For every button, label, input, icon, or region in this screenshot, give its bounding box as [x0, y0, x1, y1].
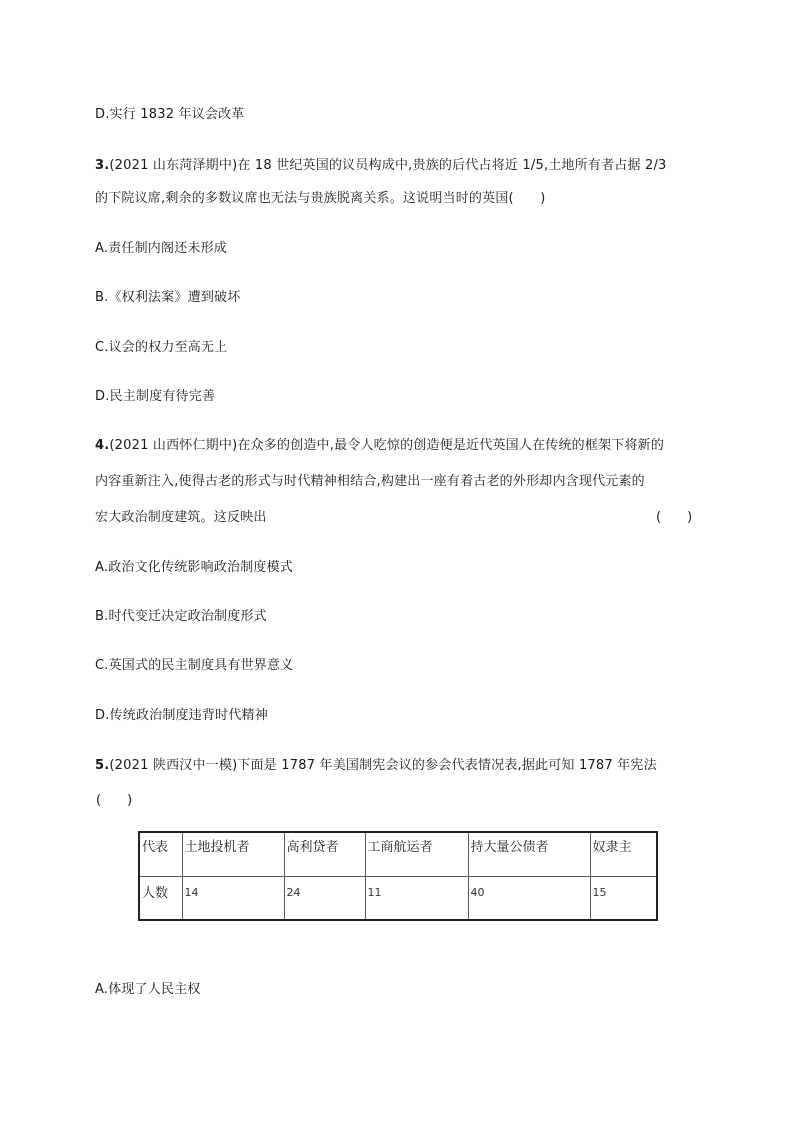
q5-option-a: A.体现了人民主权 — [95, 982, 201, 997]
table-header-cell: 代表 — [139, 832, 182, 876]
q2-option-d: D.实行 1832 年议会改革 — [95, 107, 245, 122]
table-header-cell: 工商航运者 — [365, 832, 468, 876]
table-header-cell: 持大量公债者 — [468, 832, 590, 876]
q3-option-a: A.责任制内阁还未形成 — [95, 241, 227, 256]
table-row-label: 人数 — [139, 876, 182, 920]
table-header-cell: 土地投机者 — [182, 832, 284, 876]
table-row — [139, 876, 657, 920]
table-header-row — [139, 832, 657, 876]
table-header-cell: 奴隶主 — [590, 832, 657, 876]
q3-option-c: C.议会的权力至高无上 — [95, 340, 228, 355]
question-number: 4. — [95, 438, 110, 453]
table-cell: 15 — [590, 876, 657, 920]
question-text: (2021 陕西汉中一模)下面是 1787 年美国制宪会议的参会代表情况表,据此可知 1787 年宪法 — [109, 758, 657, 773]
question-4-stem-line2: 内容重新注入,使得古老的形式与时代精神相结合,构建出一座有着古老的外形却内含现代元素的 — [95, 474, 645, 489]
delegates-table — [138, 831, 658, 921]
answer-parentheses: ( ) — [656, 510, 693, 525]
question-text: (2021 山西怀仁期中)在众多的创造中,最令人吃惊的创造便是近代英国人在传统的框架下将新的 — [109, 438, 665, 453]
q4-option-b: B.时代变迁决定政治制度形式 — [95, 609, 267, 624]
question-text: (2021 山东菏泽期中)在 18 世纪英国的议员构成中,贵族的后代占将近 1/5,土地所有者占据 2/3 — [109, 158, 667, 173]
q3-option-b: B.《权利法案》遭到破坏 — [95, 290, 241, 305]
table-cell: 14 — [182, 876, 284, 920]
question-3-stem — [95, 158, 667, 174]
table-header-cell: 高利贷者 — [284, 832, 365, 876]
question-4-stem — [95, 438, 664, 454]
q4-option-c: C.英国式的民主制度具有世界意义 — [95, 658, 294, 673]
table-cell: 24 — [284, 876, 365, 920]
answer-parentheses: ( ) — [96, 793, 133, 808]
question-number: 3. — [95, 158, 110, 173]
q3-option-d: D.民主制度有待完善 — [95, 389, 216, 404]
question-number: 5. — [95, 758, 110, 773]
q4-option-a: A.政治文化传统影响政治制度模式 — [95, 560, 293, 575]
question-5-stem — [95, 758, 657, 774]
question-3-stem-line2: 的下院议席,剩余的多数议席也无法与贵族脱离关系。这说明当时的英国( ) — [95, 191, 546, 206]
table-cell: 11 — [365, 876, 468, 920]
table-cell: 40 — [468, 876, 590, 920]
question-4-stem-line3: 宏大政治制度建筑。这反映出 — [95, 510, 267, 525]
q4-option-d: D.传统政治制度违背时代精神 — [95, 708, 268, 723]
